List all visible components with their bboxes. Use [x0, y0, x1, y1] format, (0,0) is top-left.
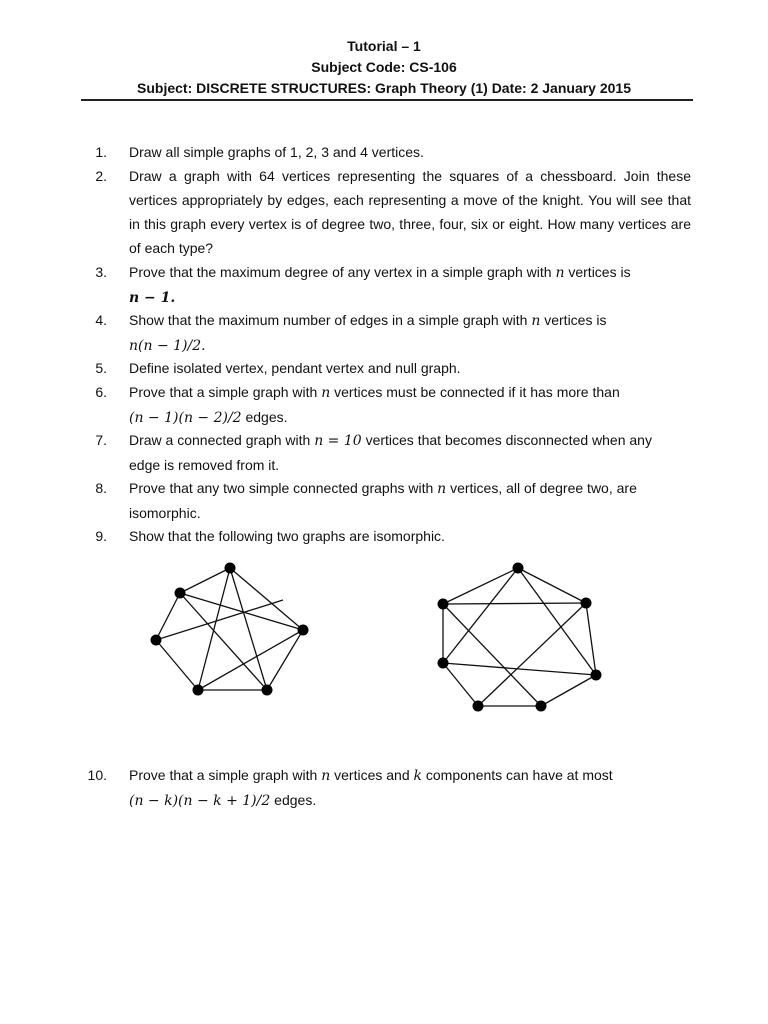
graph-right: [438, 563, 602, 712]
graph-vertex: [151, 635, 162, 646]
graph-vertex: [438, 658, 449, 669]
question-text: Define isolated vertex, pendant vertex and null graph.: [129, 360, 461, 376]
graph-vertex: [193, 685, 204, 696]
question-text: Prove that a simple graph with n vertices and k components can have at most (n − k)(n − k + 1)/2 edges.: [129, 767, 613, 809]
question-text: Draw a connected graph with n = 10 vertices that becomes disconnected when any edge is removed from it.: [129, 432, 652, 473]
graph-vertex: [438, 599, 449, 610]
graph-vertex: [536, 701, 547, 712]
question-text: Show that the maximum number of edges in a simple graph with n vertices is n(n − 1)/2.: [129, 312, 607, 354]
question-text: Draw a graph with 64 vertices representing the squares of a chessboard. Join these vertices appropriately by edges, each representing a move of the knight. You will see that in this graph every vertex is of degree two, three, four, six or eight. How many vertices are of each type?: [129, 168, 691, 256]
question-text: Prove that a simple graph with n vertices must be connected if it has more than (n − 1)(n − 2)/2 edges.: [129, 384, 620, 426]
question-text: Show that the following two graphs are isomorphic.: [129, 528, 445, 544]
graph-vertex: [225, 563, 236, 574]
subject-line: Subject: DISCRETE STRUCTURES: Graph Theory (1) Date: 2 January 2015: [137, 80, 631, 96]
subject-code: Subject Code: CS-106: [311, 59, 457, 75]
graph-vertex: [581, 598, 592, 609]
graph-vertex: [591, 670, 602, 681]
graph-vertex: [175, 588, 186, 599]
tutorial-title: Tutorial – 1: [347, 38, 421, 54]
graph-vertex: [262, 685, 273, 696]
graph-vertex: [473, 701, 484, 712]
question-text: Prove that the maximum degree of any vertex in a simple graph with n vertices is n − 1.: [129, 264, 631, 306]
question-text: Draw all simple graphs of 1, 2, 3 and 4 vertices.: [129, 144, 424, 160]
question-text: Prove that any two simple connected graphs with n vertices, all of degree two, are isomorphic.: [129, 480, 637, 521]
graph-left: [151, 563, 309, 696]
graph-vertex: [513, 563, 524, 574]
graph-vertex: [298, 625, 309, 636]
